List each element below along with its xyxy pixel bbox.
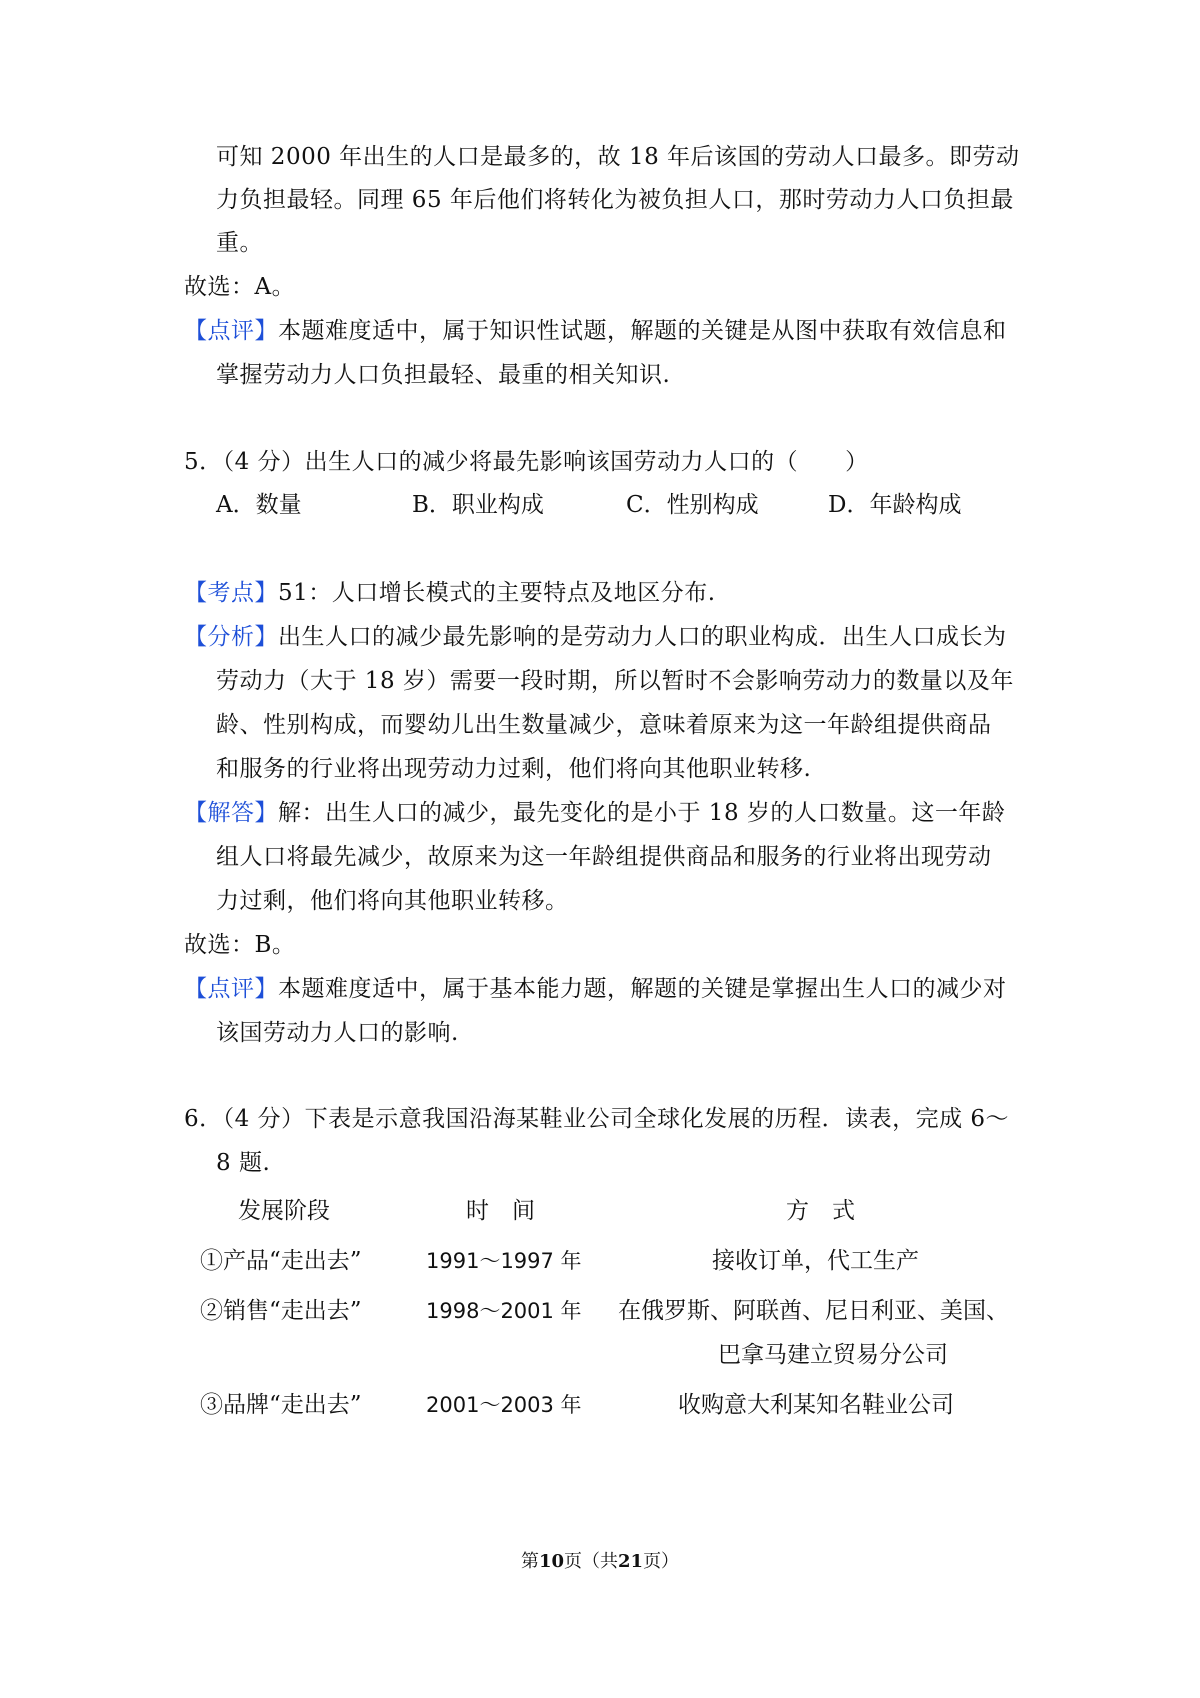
fenxi-line: 劳动力（大于 18 岁）需要一段时期，所以暂时不会影响劳动力的数量以及年: [216, 668, 1014, 694]
table-header-time: 时 间: [466, 1198, 535, 1224]
footer-mid: 页（共: [564, 1551, 618, 1572]
option-b: B．职业构成: [412, 492, 544, 518]
table-cell-method: 接收订单，代工生产: [712, 1248, 919, 1274]
table-cell-stage: ③品牌“走出去”: [200, 1392, 362, 1418]
option-d: D．年龄构成: [828, 492, 962, 518]
jieda-tag: 【解答】: [184, 800, 278, 826]
answer-line: 故选：A。: [184, 274, 296, 300]
fenxi-line: 龄、性别构成，而婴幼儿出生数量减少，意味着原来为这一年龄组提供商品: [216, 712, 992, 738]
dianping-line: 该国劳动力人口的影响.: [216, 1020, 459, 1046]
page-footer: [0, 1550, 1200, 1574]
option-c: C．性别构成: [626, 492, 759, 518]
table-cell-method: 在俄罗斯、阿联酋、尼日利亚、美国、: [618, 1298, 1009, 1324]
fenxi-line: 和服务的行业将出现劳动力过剩，他们将向其他职业转移.: [216, 756, 812, 782]
table-cell-time: 1991～1997 年: [426, 1249, 582, 1273]
kaodian-text: 51：人口增长模式的主要特点及地区分布.: [278, 580, 716, 606]
analysis-line: 重。: [216, 230, 263, 256]
table-cell-stage: ①产品“走出去”: [200, 1248, 362, 1274]
footer-pre: 第: [520, 1551, 539, 1572]
kaodian-line: [184, 578, 716, 608]
jieda-line: [184, 798, 1005, 828]
fenxi-text: 出生人口的减少最先影响的是劳动力人口的职业构成．出生人口成长为: [278, 624, 1007, 650]
dianping-text: 本题难度适中，属于基本能力题，解题的关键是掌握出生人口的减少对: [278, 976, 1007, 1002]
jieda-line: 组人口将最先减少，故原来为这一年龄组提供商品和服务的行业将出现劳动: [216, 844, 992, 870]
comment-line: [184, 316, 1007, 346]
table-cell-method: 巴拿马建立贸易分公司: [718, 1342, 948, 1368]
question-6-stem: 8 题.: [216, 1150, 271, 1176]
kaodian-tag: 【考点】: [184, 580, 278, 606]
table-cell-method: 收购意大利某知名鞋业公司: [678, 1392, 954, 1418]
table-cell-time: 2001～2003 年: [426, 1393, 582, 1417]
question-5-stem: 5．（4 分）出生人口的减少将最先影响该国劳动力人口的（ ）: [184, 449, 869, 475]
table-cell-time: 1998～2001 年: [426, 1299, 582, 1323]
comment-tag: 【点评】: [184, 318, 278, 344]
footer-post: 页）: [643, 1551, 680, 1572]
comment-line: 掌握劳动力人口负担最轻、最重的相关知识.: [216, 362, 671, 388]
dianping-tag: 【点评】: [184, 976, 278, 1002]
dianping-line: [184, 974, 1007, 1004]
comment-text: 本题难度适中，属于知识性试题，解题的关键是从图中获取有效信息和: [278, 318, 1007, 344]
table-cell-stage: ②销售“走出去”: [200, 1298, 362, 1324]
analysis-line: 可知 2000 年出生的人口是最多的，故 18 年后该国的劳动人口最多。即劳动: [216, 144, 1020, 170]
jieda-line: 力过剩，他们将向其他职业转移。: [216, 888, 569, 914]
footer-page-number: 10: [538, 1551, 564, 1572]
table-header-stage: 发展阶段: [238, 1198, 330, 1224]
fenxi-tag: 【分析】: [184, 624, 278, 650]
footer-total-pages: 21: [618, 1551, 644, 1572]
analysis-line: 力负担最轻。同理 65 年后他们将转化为被负担人口，那时劳动力人口负担最: [216, 187, 1014, 213]
jieda-text: 解：出生人口的减少，最先变化的是小于 18 岁的人口数量。这一年龄: [278, 800, 1006, 826]
fenxi-line: [184, 622, 1007, 652]
table-header-method: 方 式: [786, 1198, 855, 1224]
question-6-stem: 6．（4 分）下表是示意我国沿海某鞋业公司全球化发展的历程．读表，完成 6～: [184, 1106, 1010, 1132]
option-a: A．数量: [216, 492, 302, 518]
answer-line: 故选：B。: [184, 932, 296, 958]
